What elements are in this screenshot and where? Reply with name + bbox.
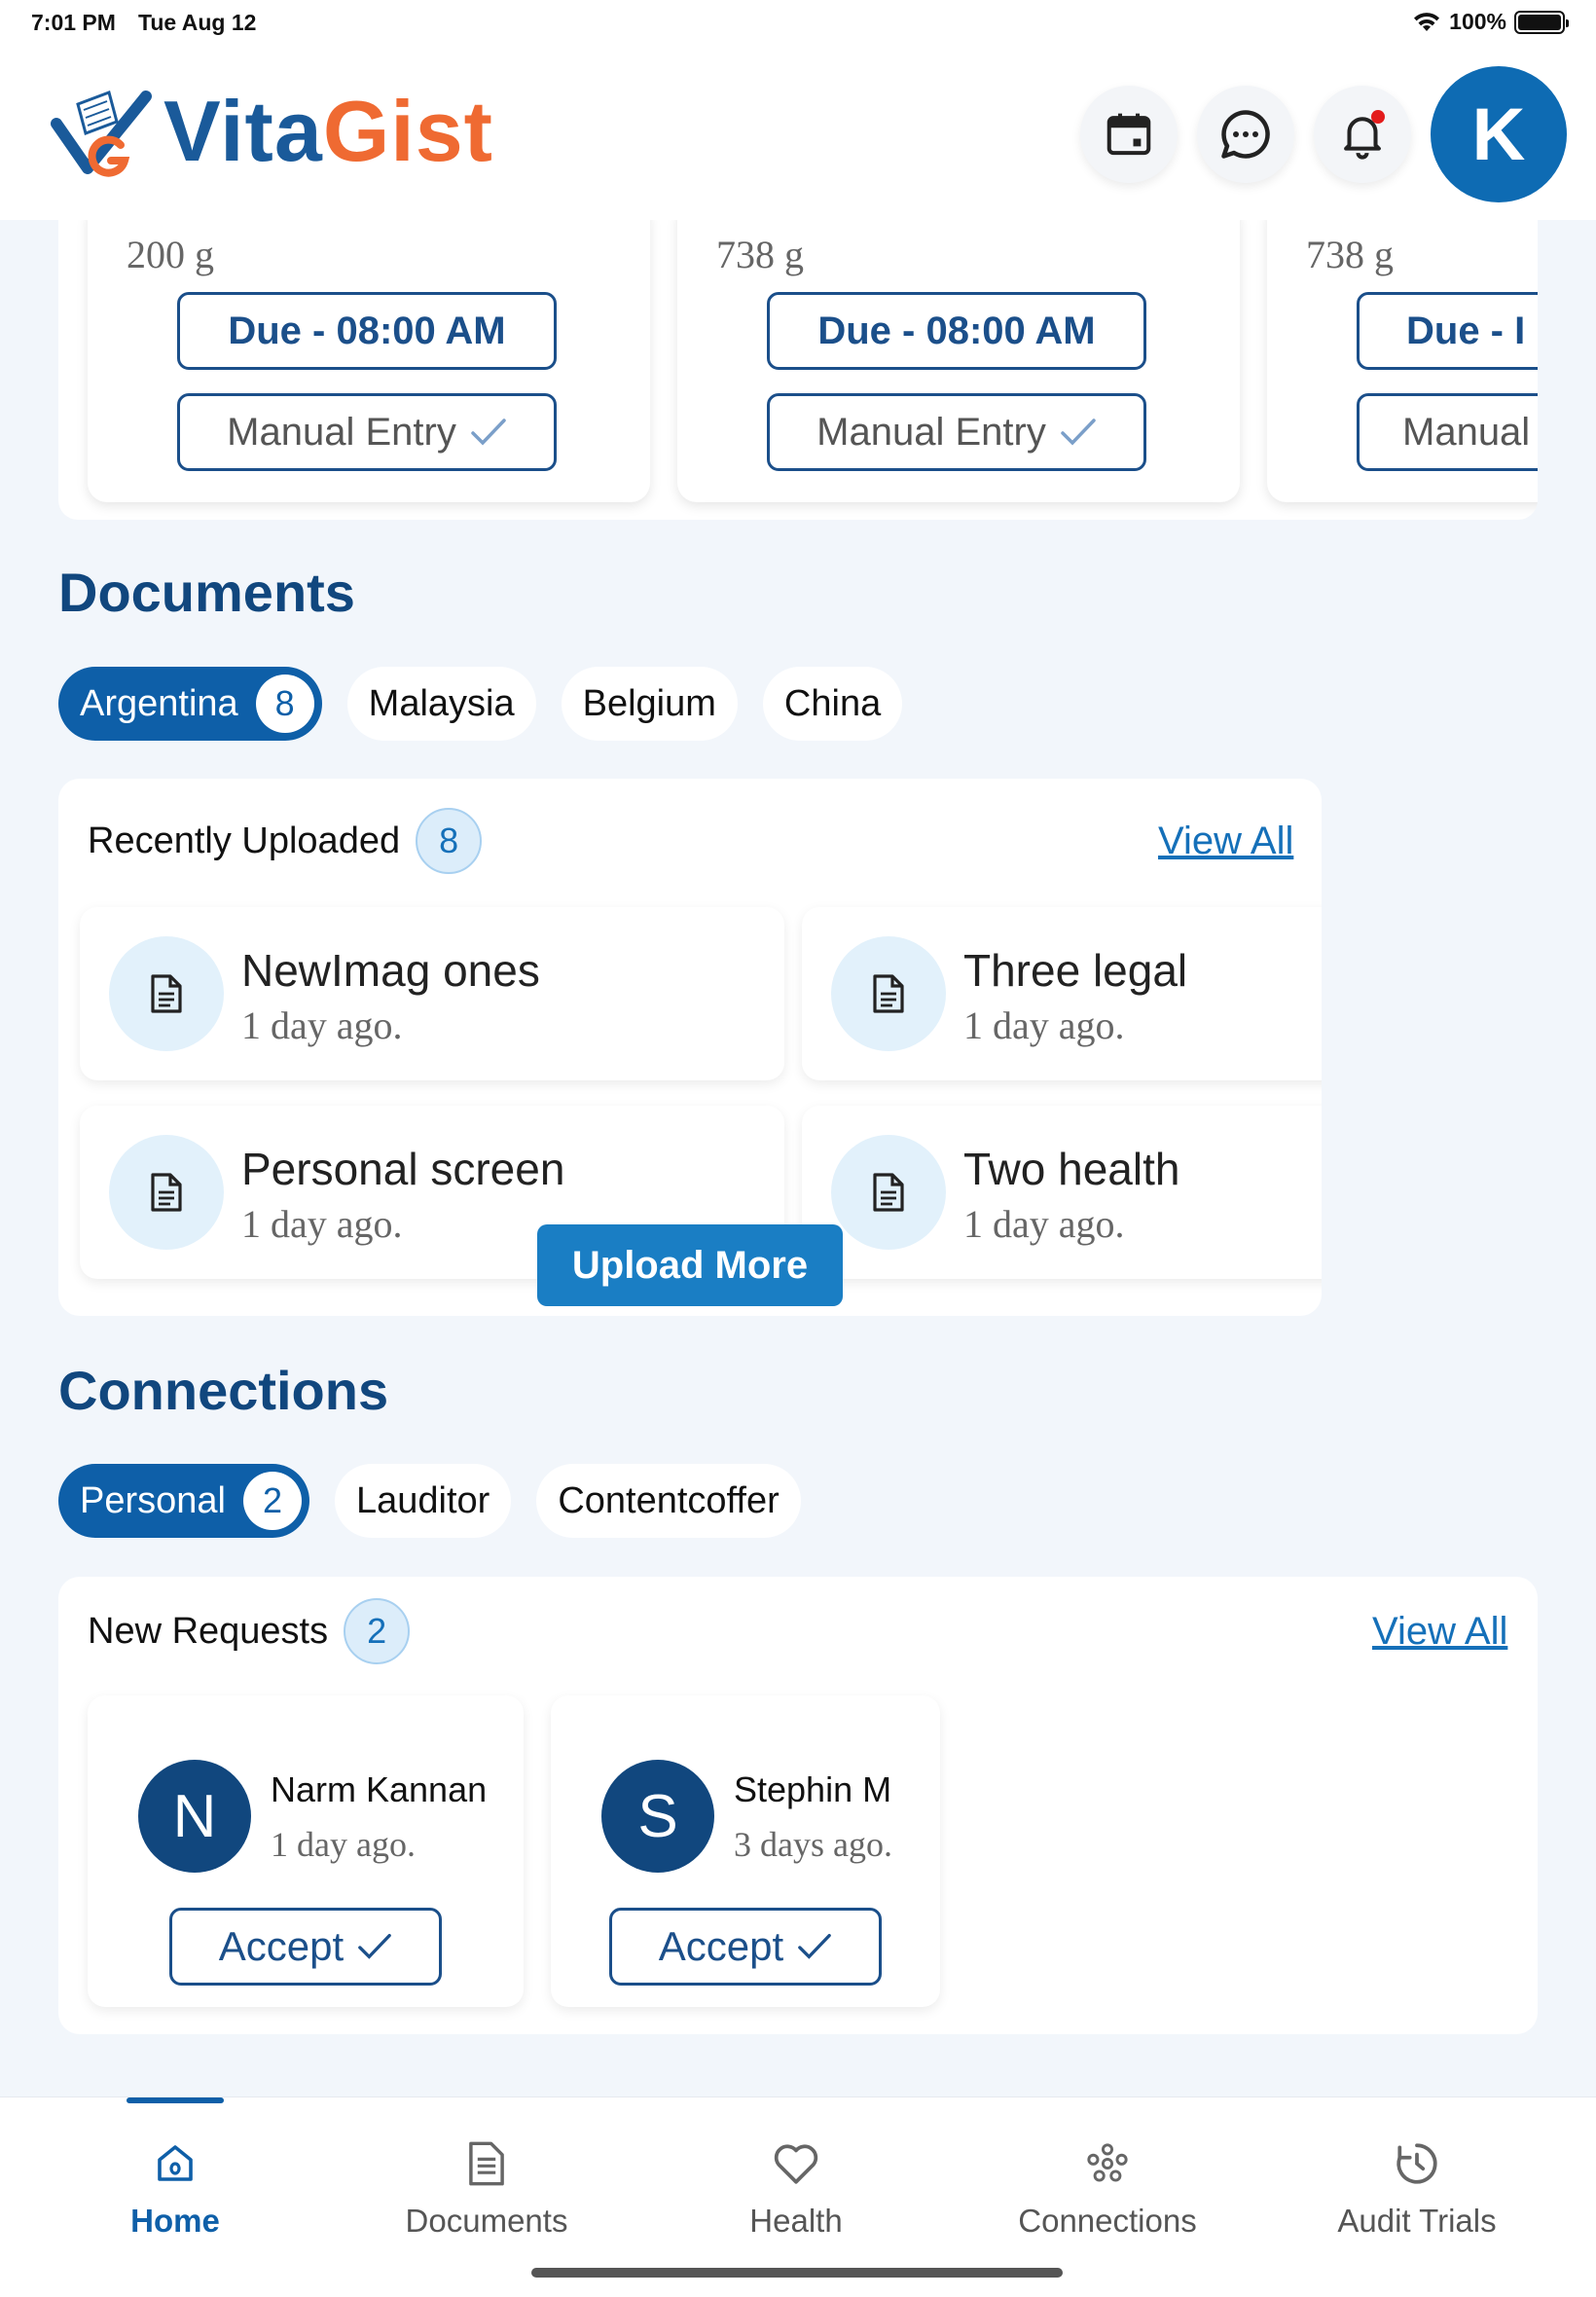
manual-entry-button[interactable] xyxy=(1357,393,1538,471)
meal-card xyxy=(1267,220,1538,502)
accept-label: Accept xyxy=(658,1923,784,1969)
status-time: 7:01 PM xyxy=(31,10,116,35)
document-name: Two health xyxy=(963,1144,1180,1194)
tab-label: Audit Trials xyxy=(1337,2203,1497,2239)
chip-malaysia[interactable]: Malaysia xyxy=(347,667,536,741)
documents-section-title: Documents xyxy=(58,562,355,623)
app-header xyxy=(0,47,1596,220)
meal-card xyxy=(88,220,650,502)
chip-count: 8 xyxy=(256,675,314,733)
check-icon xyxy=(357,1932,392,1961)
status-bar xyxy=(0,0,1596,47)
logo-text-gist: Gist xyxy=(322,83,493,179)
document-icon-wrap xyxy=(109,1135,224,1250)
recently-uploaded-header xyxy=(88,808,482,874)
calendar-button[interactable] xyxy=(1080,86,1178,183)
recently-uploaded-count: 8 xyxy=(416,808,482,874)
tab-audit-trials[interactable] xyxy=(1290,2136,1543,2240)
document-time: 1 day ago. xyxy=(963,1202,1125,1246)
upload-more-button[interactable]: Upload More xyxy=(537,1224,843,1306)
check-icon xyxy=(470,418,507,447)
tab-health[interactable] xyxy=(670,2136,923,2240)
chip-contentcoffer[interactable]: Contentcoffer xyxy=(536,1464,800,1538)
documents-country-tabs xyxy=(58,667,902,741)
chip-belgium[interactable]: Belgium xyxy=(562,667,738,741)
new-requests-label: New Requests xyxy=(88,1610,329,1652)
document-name: Personal screen xyxy=(241,1144,565,1194)
document-icon-wrap xyxy=(831,936,946,1051)
connection-request-card xyxy=(88,1695,524,2007)
home-icon xyxy=(152,2140,199,2187)
logo-mark-icon xyxy=(49,83,152,180)
logo-text xyxy=(163,82,493,181)
document-item[interactable] xyxy=(802,1106,1322,1279)
chip-personal[interactable] xyxy=(58,1464,309,1538)
connections-view-all-link[interactable]: View All xyxy=(1372,1610,1508,1653)
connections-section-title: Connections xyxy=(58,1360,389,1421)
meal-quantity: 200 g xyxy=(127,233,214,276)
document-icon xyxy=(149,1173,184,1212)
chip-label: Personal xyxy=(80,1479,226,1521)
new-requests-count: 2 xyxy=(344,1598,410,1664)
history-icon xyxy=(1393,2139,1441,2188)
heart-icon xyxy=(772,2141,820,2186)
document-icon xyxy=(871,974,906,1013)
documents-view-all-link[interactable]: View All xyxy=(1158,820,1294,862)
document-icon-wrap xyxy=(831,1135,946,1250)
active-tab-indicator xyxy=(127,2097,224,2103)
connection-request-card xyxy=(551,1695,940,2007)
new-requests-header xyxy=(88,1598,410,1664)
notifications-button[interactable] xyxy=(1314,86,1411,183)
document-icon xyxy=(871,1173,906,1212)
notification-dot xyxy=(1371,110,1385,124)
logo-text-vita: Vita xyxy=(163,83,323,179)
document-time: 1 day ago. xyxy=(241,1202,403,1246)
document-time: 1 day ago. xyxy=(241,1003,403,1047)
tab-home[interactable] xyxy=(49,2136,302,2240)
due-button[interactable]: Due - I xyxy=(1357,292,1538,370)
vitagist-logo[interactable] xyxy=(49,82,493,181)
home-indicator xyxy=(531,2268,1063,2278)
tab-label: Documents xyxy=(405,2203,568,2239)
request-avatar: S xyxy=(601,1760,714,1873)
accept-label: Accept xyxy=(218,1923,345,1969)
accept-button[interactable] xyxy=(169,1908,442,1986)
manual-entry-label: Manual Entry xyxy=(816,410,1046,454)
request-time: 1 day ago. xyxy=(271,1825,416,1864)
document-item[interactable] xyxy=(802,907,1322,1080)
manual-entry-label: Manual Entry xyxy=(227,410,456,454)
status-right xyxy=(1412,9,1565,35)
meal-card xyxy=(677,220,1240,502)
wifi-icon xyxy=(1412,12,1441,33)
chat-icon xyxy=(1216,105,1275,164)
meal-quantity: 738 g xyxy=(1306,233,1394,276)
chip-lauditor[interactable]: Lauditor xyxy=(335,1464,511,1538)
due-button[interactable]: Due - 08:00 AM xyxy=(767,292,1146,370)
battery-percent: 100% xyxy=(1449,9,1506,34)
check-icon xyxy=(1060,418,1097,447)
tab-label: Health xyxy=(749,2203,843,2239)
recently-uploaded-label: Recently Uploaded xyxy=(88,820,401,861)
request-name: Narm Kannan xyxy=(271,1769,488,1809)
status-date: Tue Aug 12 xyxy=(138,10,257,35)
document-icon xyxy=(466,2141,507,2186)
request-time: 3 days ago. xyxy=(734,1825,892,1864)
document-time: 1 day ago. xyxy=(963,1003,1125,1047)
request-avatar: N xyxy=(138,1760,251,1873)
document-name: Three legal xyxy=(963,945,1188,996)
profile-avatar[interactable]: K xyxy=(1431,66,1567,202)
chip-china[interactable]: China xyxy=(763,667,902,741)
messages-button[interactable] xyxy=(1197,86,1294,183)
connections-icon xyxy=(1083,2139,1132,2188)
header-actions xyxy=(1080,66,1567,202)
manual-entry-label: Manual xyxy=(1402,410,1531,454)
document-icon-wrap xyxy=(109,936,224,1051)
chip-count: 2 xyxy=(243,1472,302,1530)
due-button[interactable]: Due - 08:00 AM xyxy=(177,292,557,370)
accept-button[interactable] xyxy=(609,1908,882,1986)
tab-connections[interactable] xyxy=(981,2136,1234,2240)
chip-argentina[interactable] xyxy=(58,667,322,741)
meal-quantity: 738 g xyxy=(716,233,804,276)
chip-label: Argentina xyxy=(80,682,238,724)
manual-entry-button[interactable] xyxy=(767,393,1146,471)
connections-tabs xyxy=(58,1464,801,1538)
calendar-icon xyxy=(1103,108,1155,161)
meal-schedule-strip xyxy=(58,220,1538,520)
tab-label: Connections xyxy=(1018,2203,1197,2239)
battery-icon xyxy=(1514,11,1565,34)
tab-documents[interactable] xyxy=(360,2136,613,2240)
tab-label: Home xyxy=(130,2203,220,2239)
manual-entry-button[interactable] xyxy=(177,393,557,471)
request-name: Stephin M xyxy=(734,1769,892,1809)
document-icon xyxy=(149,974,184,1013)
check-icon xyxy=(797,1932,832,1961)
document-item[interactable] xyxy=(80,907,784,1080)
document-name: NewImag ones xyxy=(241,945,540,996)
